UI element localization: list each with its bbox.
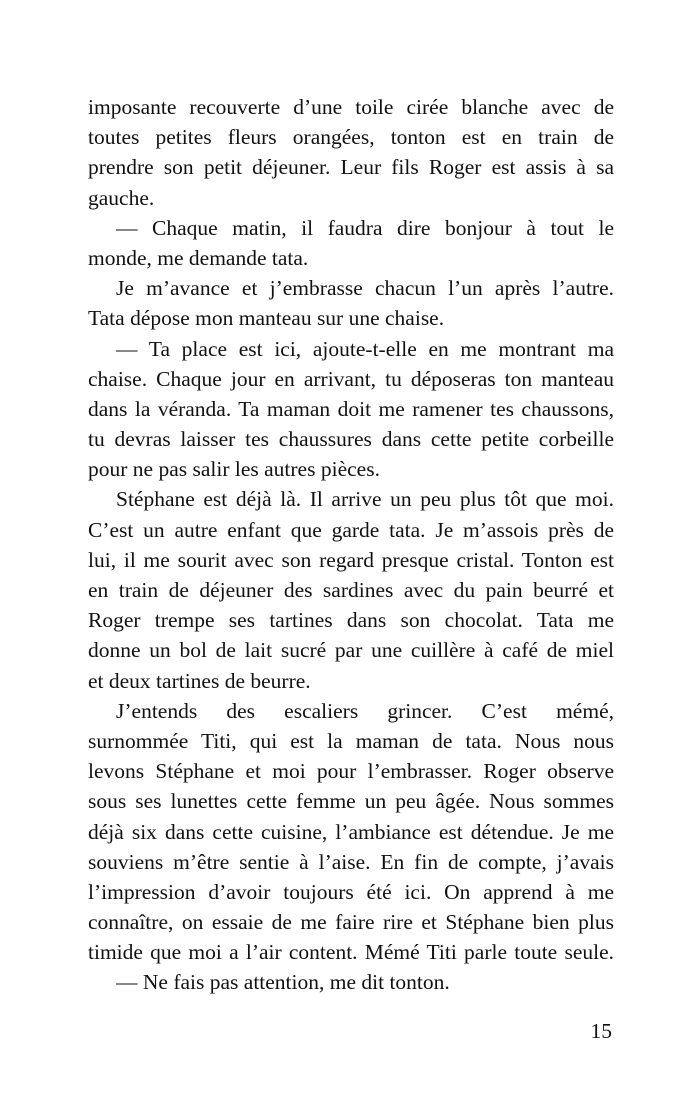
text-line: déjà six dans cette cuisine, l’ambiance est détendue. Je me: [88, 819, 614, 844]
text-line: sous ses lunettes cette femme un peu âgée. Nous sommes: [88, 789, 614, 814]
text-line: donne un bol de lait sucré par une cuillère à café de miel: [88, 638, 614, 663]
text-line: Je m’avance et j’embrasse chacun l’un après l’autre.: [116, 276, 614, 301]
body-text: [88, 92, 614, 998]
text-line: pour ne pas salir les autres pièces.: [88, 457, 380, 482]
text-line: l’impression d’avoir toujours été ici. On apprend à me: [88, 879, 614, 904]
text-line: tu devras laisser tes chaussures dans cette petite corbeille: [88, 427, 614, 452]
text-line: imposante recouverte d’une toile cirée blanche avec de: [88, 95, 614, 119]
text-line: surnommée Titi, qui est la maman de tata. Nous nous: [88, 728, 614, 753]
text-line: — Chaque matin, il faudra dire bonjour à tout le: [116, 215, 614, 240]
text-line: timide que moi a l’air content. Mémé Titi parle toute seule.: [88, 940, 614, 965]
text-line: Stéphane est déjà là. Il arrive un peu plus tôt que moi.: [116, 487, 614, 512]
text-line: prendre son petit déjeuner. Leur fils Roger est assis à sa: [88, 155, 614, 180]
text-line: Roger trempe ses tartines dans son chocolat. Tata me: [88, 608, 614, 633]
text-line: J’entends des escaliers grincer. C’est mémé,: [116, 698, 614, 723]
text-line: monde, me demande tata.: [88, 245, 309, 270]
text-line: — Ta place est ici, ajoute-t-elle en me montrant ma: [116, 336, 614, 361]
text-line: toutes petites fleurs orangées, tonton est en train de: [88, 125, 614, 150]
text-line: et deux tartines de beurre.: [88, 668, 311, 693]
text-line: levons Stéphane et moi pour l’embrasser. Roger observe: [88, 759, 614, 784]
text-line: connaître, on essaie de me faire rire et Stéphane bien plus: [88, 910, 614, 935]
text-line: souviens m’être sentie à l’aise. En fin de compte, j’avais: [88, 849, 614, 874]
text-line: chaise. Chaque jour en arrivant, tu déposeras ton manteau: [88, 366, 614, 391]
page-number: 15: [590, 1019, 612, 1043]
text-line: C’est un autre enfant que garde tata. Je m’assois près de: [88, 517, 614, 542]
text-line: gauche.: [88, 185, 155, 210]
text-line: Tata dépose mon manteau sur une chaise.: [88, 306, 445, 331]
text-line: lui, il me sourit avec son regard presque cristal. Tonton est: [88, 547, 614, 572]
text-line: dans la véranda. Ta maman doit me ramener tes chaussons,: [88, 396, 614, 421]
text-line: — Ne fais pas attention, me dit tonton.: [116, 970, 450, 995]
text-line: en train de déjeuner des sardines avec du pain beurré et: [88, 578, 614, 602]
